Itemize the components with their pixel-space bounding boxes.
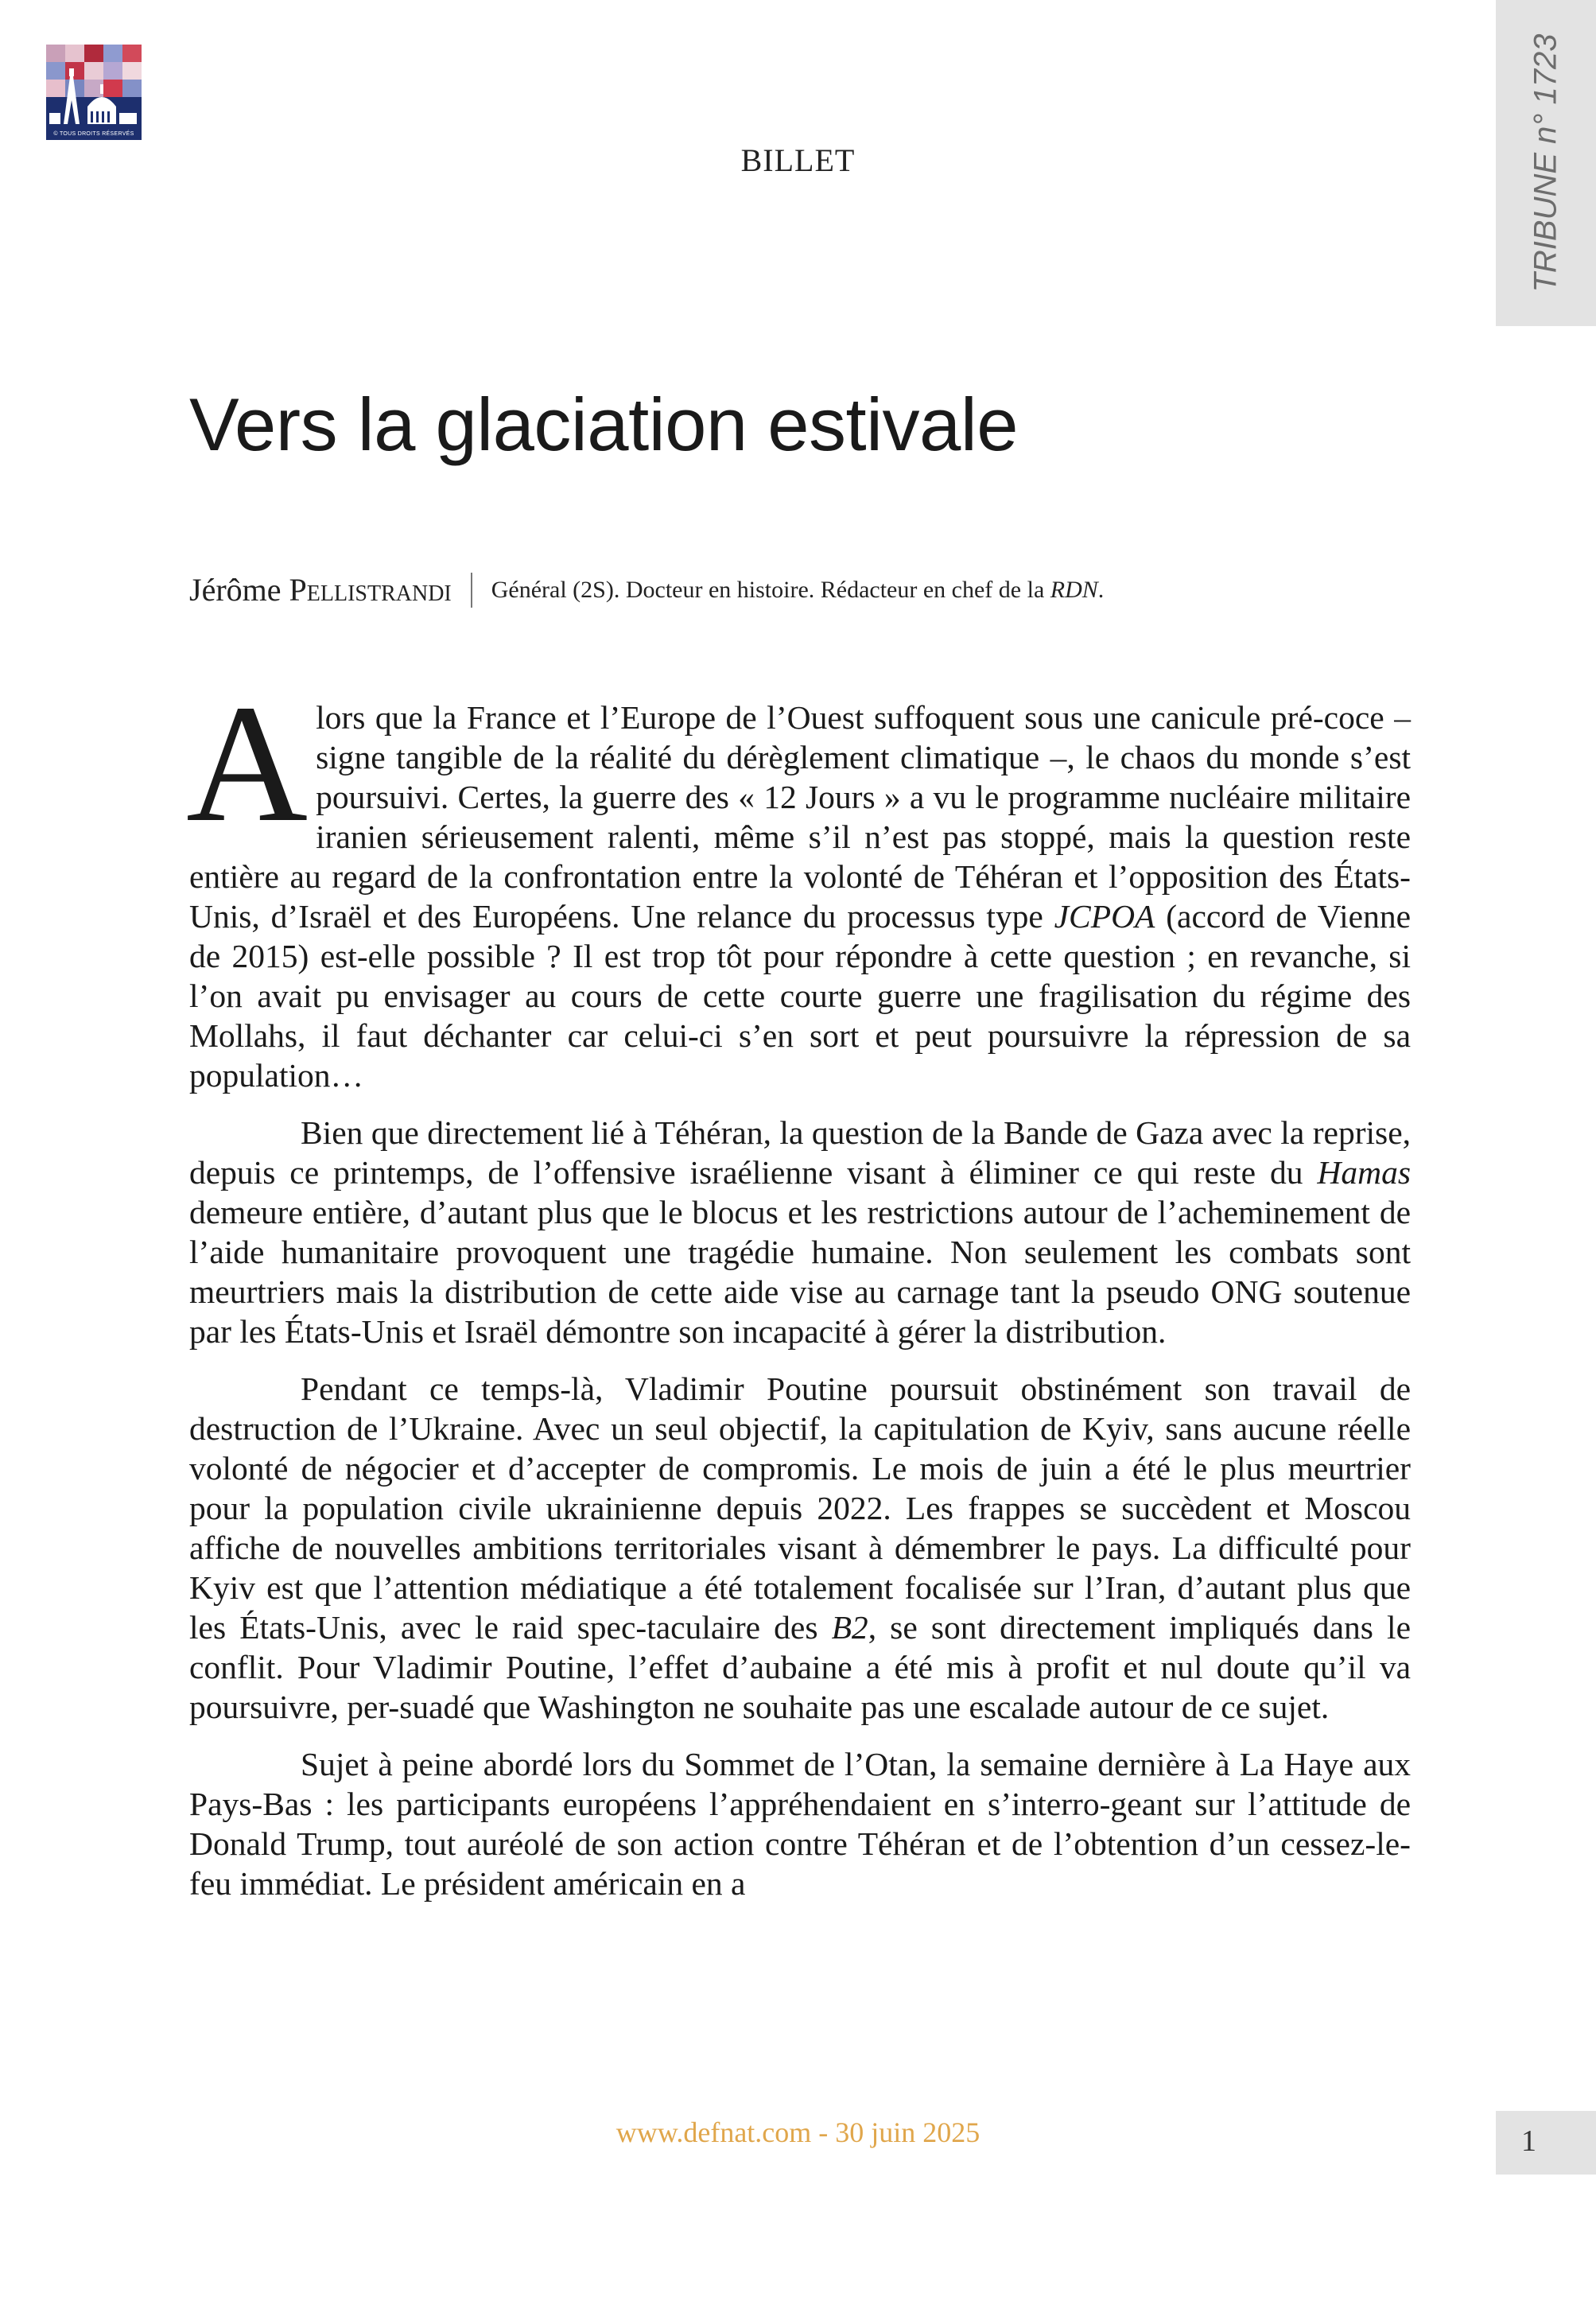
author-last-name: Pellistrandi: [289, 572, 452, 608]
rdn-logo: [46, 45, 142, 140]
author-desc-text: Général (2S). Docteur en histoire. Rédacteur en chef de la: [491, 576, 1050, 603]
drop-cap: A: [186, 670, 309, 857]
article-title: Vers la glaciation estivale: [189, 383, 1018, 466]
author-desc-italic: RDN: [1050, 576, 1098, 603]
p1-text-b: (accord de Vienne de 2015) est-elle possible ? Il est trop tôt pour répondre à cette question ; en revanche, si l’on avait pu envisager au cours de cette courte guerre une fragilisation du régime des Mollahs, il faut déchanter car celui-ci s’en sort et peut poursuivre la répression de sa population…: [189, 898, 1411, 1094]
rubric-label: BILLET: [740, 142, 856, 178]
article-body: [186, 670, 1411, 1921]
logo-caption: © TOUS DROITS RÉSERVÉS: [46, 129, 142, 140]
p2-text-b: demeure entière, d’autant plus que le blocus et les restrictions autour de l’acheminement de l’aide humanitaire provoquent une tragédie humaine. Non seulement les combats sont meurtriers mais la distribution de cette aide vise au carnage tant la pseudo ONG soutenue par les États-Unis et Israël démontre son incapacité à gérer la distribution.: [189, 1194, 1411, 1350]
page-number: 1: [1521, 2124, 1536, 2158]
p3-text-a: Pendant ce temps-là, Vladimir Poutine poursuit obstinément son travail de destruction de l’Ukraine. Avec un seul objectif, la capitulation de Kyiv, sans aucune réelle volonté de négocier et d’accepter de compromis. Le mois de juin a été le plus meurtrier pour la population civile ukrainienne depuis 2022. Les frappes se succèdent et Moscou affiche de nouvelles ambitions territoriales visant à démembrer le pays. La difficulté pour Kyiv est que l’attention médiatique a été totalement focalisée sur l’Iran, d’autant plus que les États-Unis, avec le raid spec-taculaire des: [189, 1370, 1411, 1646]
paragraph-4: Sujet à peine abordé lors du Sommet de l’Otan, la semaine dernière à La Haye aux Pays-Bas : les participants européens l’appréhendaient en s’interro-geant sur l’attitude de Donald Trump, tout auréolé de son action contre Téhéran et de l’obtention d’un cessez-le-feu immédiat. Le président américain en a: [189, 1746, 1411, 1902]
author-first-name: Jérôme: [189, 572, 282, 608]
p3-text-b: , se sont directement impliqués dans le conflit. Pour Vladimir Poutine, l’effet d’aubaine a été mis à profit et nul doute qu’il va poursuivre, per-suadé que Washington ne souhaite pas une escalade autour de ce sujet.: [189, 1609, 1411, 1725]
paragraph-3: [189, 1369, 1411, 1727]
author-description: [491, 577, 1105, 604]
byline: [189, 571, 1104, 608]
author-desc-end: .: [1097, 576, 1105, 603]
footer-url-date: www.defnat.com - 30 juin 2025: [615, 2116, 981, 2148]
page-tab: [1496, 2111, 1596, 2175]
paragraph-2: [189, 1113, 1411, 1351]
p2-italic: Hamas: [1317, 1154, 1411, 1191]
paragraph-1: [186, 670, 1411, 1095]
logo-mosaic-icon: [46, 45, 142, 129]
p1-text-a: lors que la France et l’Europe de l’Ouest suffoquent sous une canicule pré-coce – signe tangible de la réalité du dérèglement climatique –, le chaos du monde s’est poursuivi. Certes, la guerre des « 12 Jours » a vu le programme nucléaire militaire iranien sérieusement ralenti, même s’il n’est pas stoppé, mais la question reste entière au regard de la confrontation entre la volonté de Téhéran et l’opposition des États-Unis, d’Israël et des Européens. Une relance du processus type: [189, 699, 1411, 935]
tribune-number: TRIBUNE n° 1723: [1528, 33, 1563, 293]
p2-text-a: Bien que directement lié à Téhéran, la question de la Bande de Gaza avec la reprise, depuis ce printemps, de l’offensive israélienne visant à éliminer ce qui reste du: [189, 1114, 1411, 1191]
byline-divider: [471, 573, 472, 608]
p3-italic: B2: [831, 1609, 868, 1646]
p1-italic: JCPOA: [1054, 898, 1155, 935]
